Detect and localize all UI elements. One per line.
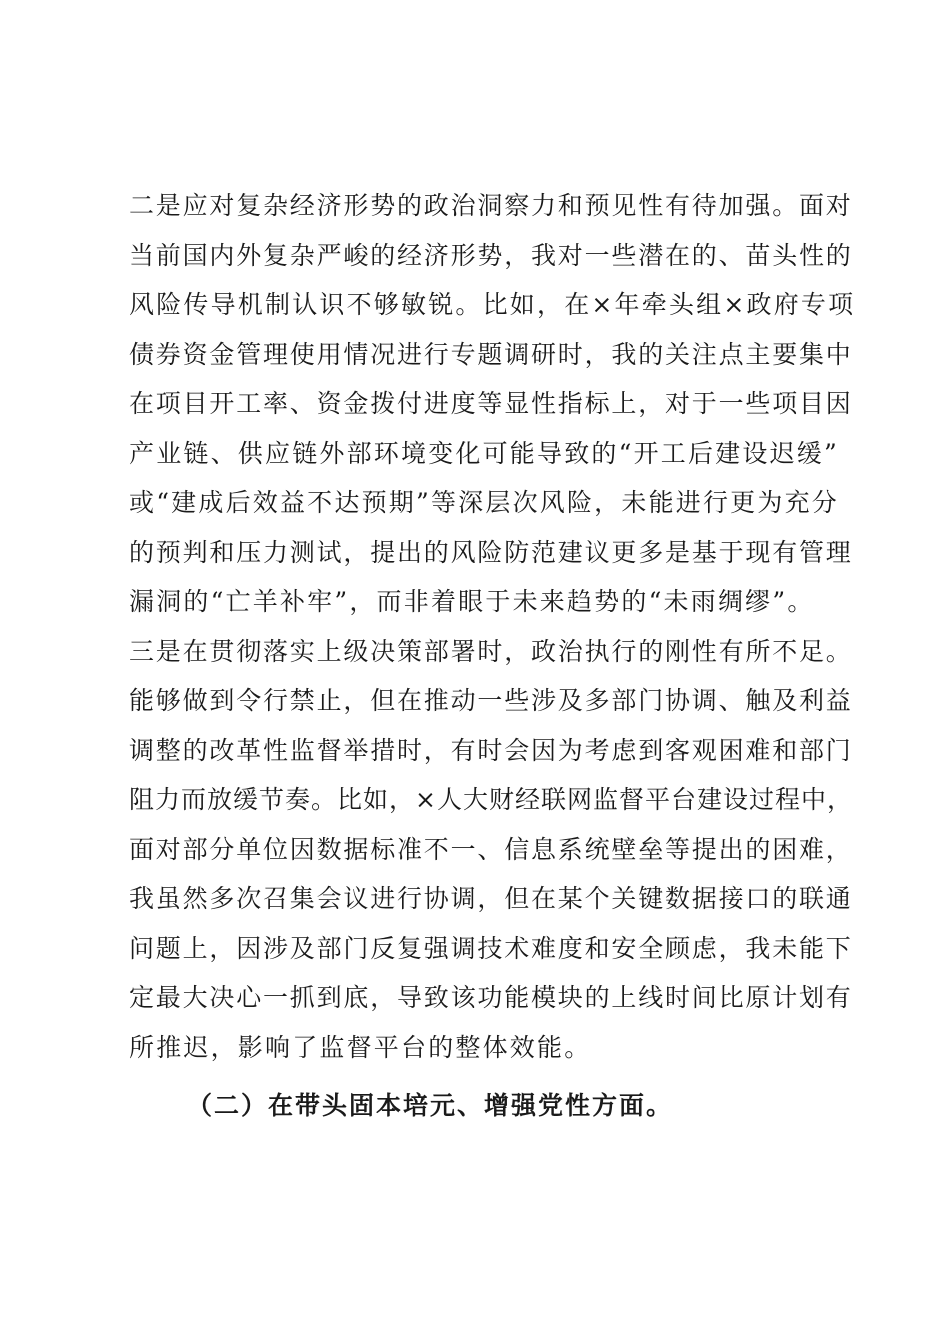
section-heading: （二）在带头固本培元、增强党性方面。 <box>187 1091 674 1120</box>
body-text-line: 问题上，因涉及部门反复强调技术难度和安全顾虑，我未能下 <box>129 934 853 963</box>
body-text-line: 的预判和压力测试，提出的风险防范建议更多是基于现有管理 <box>129 538 853 567</box>
body-text-line: 产业链、供应链外部环境变化可能导致的“开工后建设迟缓” <box>129 439 839 468</box>
body-text-line: 定最大决心一抓到底，导致该功能模块的上线时间比原计划有 <box>129 983 853 1012</box>
body-text-line: 二是应对复杂经济形势的政治洞察力和预见性有待加强。面对 <box>129 191 853 220</box>
body-text-line: 三是在贯彻落实上级决策部署时，政治执行的刚性有所不足。 <box>129 637 853 666</box>
body-text-line: 债券资金管理使用情况进行专题调研时，我的关注点主要集中 <box>129 340 853 369</box>
body-text-line: 在项目开工率、资金拨付进度等显性指标上，对于一些项目因 <box>129 389 853 418</box>
body-text-line: 当前国内外复杂严峻的经济形势，我对一些潜在的、苗头性的 <box>129 241 853 270</box>
body-text-line: 面对部分单位因数据标准不一、信息系统壁垒等提出的困难， <box>129 835 853 864</box>
body-text-line: 能够做到令行禁止，但在推动一些涉及多部门协调、触及利益 <box>129 686 853 715</box>
body-text-line: 阻力而放缓节奏。比如，×人大财经联网监督平台建设过程中， <box>129 785 853 814</box>
body-text-line: 我虽然多次召集会议进行协调，但在某个关键数据接口的联通 <box>129 884 853 913</box>
body-text-line: 风险传导机制认识不够敏锐。比如，在×年牵头组×政府专项 <box>129 290 856 319</box>
body-text-line: 或“建成后效益不达预期”等深层次风险，未能进行更为充分 <box>129 488 839 517</box>
body-text-line: 调整的改革性监督举措时，有时会因为考虑到客观困难和部门 <box>129 736 853 765</box>
body-text-line: 所推迟，影响了监督平台的整体效能。 <box>129 1033 592 1062</box>
body-text-line: 漏洞的“亡羊补牢”，而非着眼于未来趋势的“未雨绸缪”。 <box>129 587 815 616</box>
